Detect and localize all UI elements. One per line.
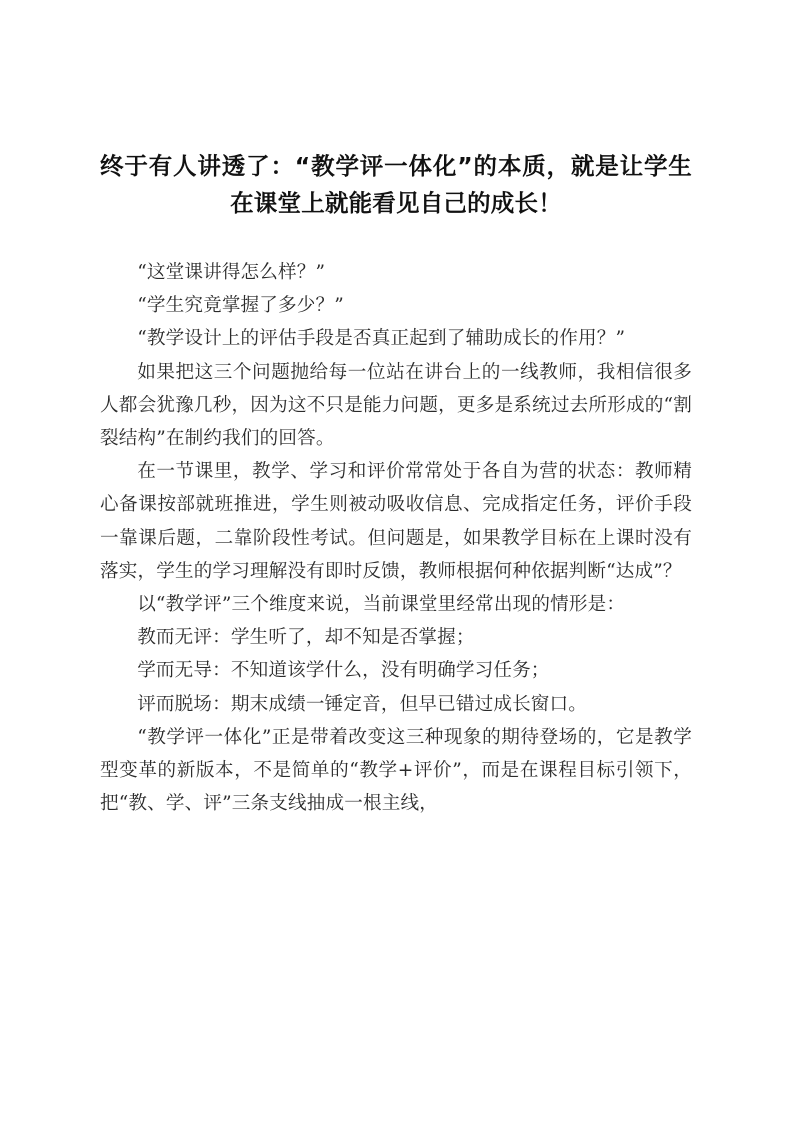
- page-title-line-2: 在课堂上就能看见自己的成长！: [230, 189, 562, 217]
- paragraph-quote-3: “教学设计上的评估手段是否真正起到了辅助成长的作用？”: [137, 328, 626, 350]
- paragraph-1: 如果把这三个问题抛给每一位站在讲台上的一线教师，我相信很多人都会犹豫几秒，因为这不只是能力问题，更多是系统过去所形成的“割裂结构”在制约我们的回答。: [100, 361, 692, 450]
- paragraph-4: “教学评一体化”正是带着改变这三种现象的期待登场的，它是教学型变革的新版本，不是简单的“教学+评价”，而是在课程目标引领下，把“教、学、评”三条支线抽成一根主线，: [100, 726, 692, 815]
- paragraph-quote-2: “学生究竟掌握了多少？”: [137, 295, 344, 317]
- paragraph-3: 以“教学评”三个维度来说，当前课堂里经常出现的情形是：: [137, 594, 626, 616]
- page-title-line-1: 终于有人讲透了：“教学评一体化”的本质，就是让学生: [100, 152, 692, 180]
- list-item-1: 教而无评：学生听了，却不知是否掌握；: [137, 627, 475, 649]
- paragraph-quote-1: “这堂课讲得怎么样？”: [137, 262, 326, 283]
- document-body: [100, 256, 692, 820]
- list-item-3: 评而脱场：期末成绩一锤定音，但早已错过成长窗口。: [137, 693, 588, 715]
- document-content: [100, 148, 692, 820]
- paragraph-2: 在一节课里，教学、学习和评价常常处于各自为营的状态：教师精心备课按部就班推进，学生则被动吸收信息、完成指定任务，评价手段一靠课后题，二靠阶段性考试。但问题是，如果教学目标在上课时没有落实，学生的学习理解没有即时反馈，教师根据何种依据判断“达成”？: [100, 461, 692, 582]
- list-item-2: 学而无导：不知道该学什么，没有明确学习任务；: [137, 660, 550, 682]
- page-title: [100, 148, 692, 222]
